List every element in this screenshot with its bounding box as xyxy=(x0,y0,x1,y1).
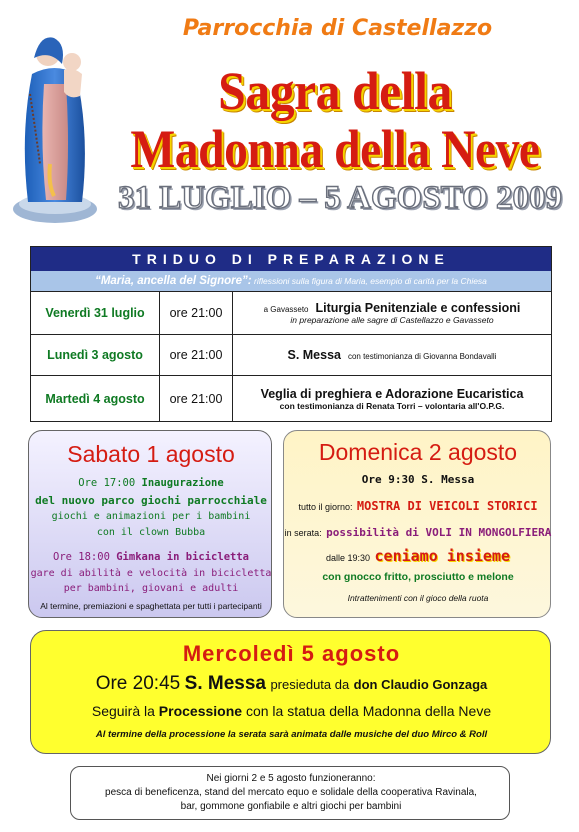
saturday-event1-line3: giochi e animazioni per i bambini xyxy=(51,511,251,522)
event-name: Liturgia Penitenziale e confessioni xyxy=(315,301,521,315)
sunday-allday xyxy=(284,497,552,515)
sunday-mass: Ore 9:30 S. Messa xyxy=(361,473,475,486)
wednesday-closing: Al termine della processione la serata sarà animata dalle musiche del duo Mirco & Roll xyxy=(95,729,488,740)
procession-rest: con la statua della Madonna della Neve xyxy=(245,703,492,719)
wednesday-title: Mercoledì 5 agosto xyxy=(182,641,401,666)
saturday-event1 xyxy=(29,477,273,489)
row-time: ore 21:00 xyxy=(160,292,233,334)
saturday-event2-line2: gare di abilità e velocità in bicicletta xyxy=(30,568,272,579)
row-date: Lunedì 3 agosto xyxy=(31,335,160,375)
row-date: Venerdì 31 luglio xyxy=(31,292,160,334)
evening-event: possibilità di VOLI IN MONGOLFIERA xyxy=(326,526,552,539)
event-time: Ore 17:00 xyxy=(78,477,136,489)
footer-line2: pesca di beneficenza, stand del mercato equo e solidale della cooperativa Ravinala, xyxy=(105,787,477,798)
saturday-closing: Al termine, premiazioni e spaghettata per tutti i partecipanti xyxy=(40,601,262,611)
saturday-title: Sabato 1 agosto xyxy=(67,441,235,467)
sunday-evening xyxy=(284,523,552,541)
celebrant-name: don Claudio Gonzaga xyxy=(353,677,488,692)
event-detail: con testimonianza di Renata Torri – volontaria all'O.P.G. xyxy=(279,401,505,411)
saturday-event2-line3: per bambini, giovani e adulti xyxy=(63,583,239,594)
event-location: a Gavasseto xyxy=(263,305,309,314)
dinner-prefix: dalle 19:30 xyxy=(326,553,371,563)
sunday-box xyxy=(283,430,551,618)
theme-quote: “Maria, ancella del Signore”: xyxy=(95,275,252,287)
triduo-heading: TRIDUO DI PREPARAZIONE xyxy=(31,247,551,271)
presided-label: presieduta da xyxy=(270,677,350,692)
event-title-line1: Sagra della xyxy=(218,61,452,121)
parish-name: Parrocchia di Castellazzo xyxy=(182,16,493,41)
footer-line3: bar, gommone gonfiabile e altri giochi per bambini xyxy=(180,801,402,812)
table-row xyxy=(31,334,551,375)
row-event xyxy=(233,376,551,422)
theme-description: riflessioni sulla figura di Maria, esempio di carità per la Chiesa xyxy=(251,276,487,286)
triduo-theme xyxy=(31,271,551,291)
row-time: ore 21:00 xyxy=(160,335,233,375)
dinner-event: ceniamo insieme xyxy=(374,547,510,565)
procession-label: Processione xyxy=(158,703,243,719)
sunday-entertainment: Intrattenimenti con il gioco della ruota xyxy=(347,593,489,603)
dinner-detail: con gnocco fritto, prosciutto e melone xyxy=(322,571,514,583)
table-row xyxy=(31,291,551,334)
mass-time: Ore 20:45 xyxy=(95,673,181,694)
saturday-event1-line4: con il clown Bubba xyxy=(96,527,206,538)
event-dates: 31 LUGLIO – 5 AGOSTO 2009 xyxy=(117,180,563,216)
madonna-statue-image xyxy=(10,14,100,226)
saturday-event2 xyxy=(29,551,273,563)
event-name: S. Messa xyxy=(287,348,341,362)
event-title-line2: Madonna della Neve xyxy=(130,119,540,179)
saturday-event1-line2: del nuovo parco giochi parrocchiale xyxy=(35,494,267,507)
event-detail: in preparazione alle sagre di Castellazzo e Gavasseto xyxy=(290,315,494,325)
evening-prefix: in serata: xyxy=(284,528,322,538)
row-event xyxy=(233,292,551,334)
wednesday-mass xyxy=(31,673,552,695)
event-detail: con testimonianza di Giovanna Bondavalli xyxy=(347,352,497,361)
footer-line1: Nei giorni 2 e 5 agosto funzioneranno: xyxy=(206,773,376,784)
row-time: ore 21:00 xyxy=(160,376,233,422)
sunday-dinner xyxy=(284,547,552,566)
procession-prefix: Seguirà la xyxy=(91,703,155,719)
sunday-title: Domenica 2 agosto xyxy=(318,439,518,465)
allday-prefix: tutto il giorno: xyxy=(298,502,353,512)
wednesday-procession xyxy=(31,703,552,719)
footer-note xyxy=(70,766,510,820)
mass-label: S. Messa xyxy=(184,673,266,694)
row-event xyxy=(233,335,551,375)
table-row xyxy=(31,375,551,422)
event-time: Ore 18:00 xyxy=(53,551,110,563)
saturday-box xyxy=(28,430,272,618)
wednesday-box xyxy=(30,630,551,754)
allday-event: MOSTRA DI VEICOLI STORICI xyxy=(356,499,538,513)
row-date: Martedì 4 agosto xyxy=(31,376,160,422)
event-name: Gimkana in bicicletta xyxy=(116,551,249,563)
event-name: Inaugurazione xyxy=(141,477,224,489)
event-name: Veglia di preghiera e Adorazione Eucaristica xyxy=(260,387,524,401)
triduo-table xyxy=(30,246,552,422)
